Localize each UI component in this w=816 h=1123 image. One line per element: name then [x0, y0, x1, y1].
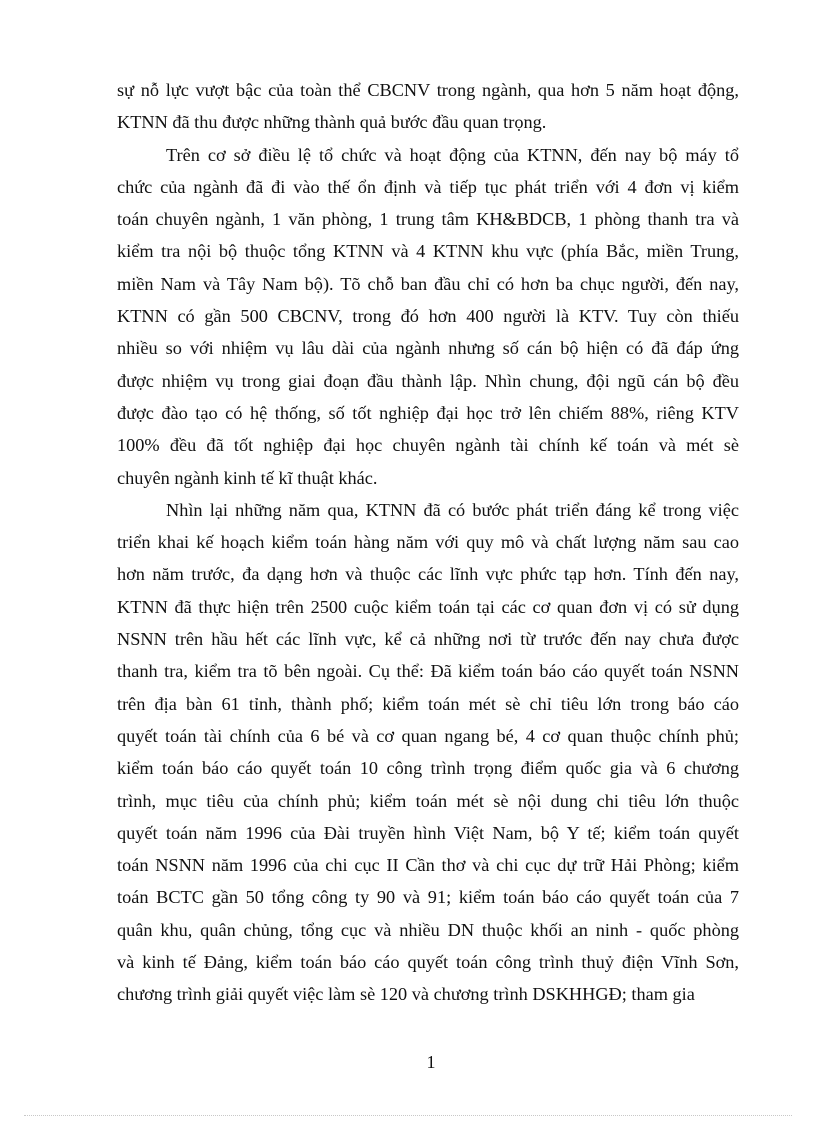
text-line: Trên cơ sở điều lệ tổ chức và hoạt động của KTNN, đến nay bộ máy tổ: [166, 144, 739, 165]
text-line: NSNN trên hầu hết các lĩnh vực, kể cả những nơi từ trước đến nay chưa được: [117, 629, 739, 650]
text-line: quyết toán năm 1996 của Đài truyền hình Việt Nam, bộ Y tế; kiểm toán quyết: [117, 822, 739, 843]
text-line: quyết toán tài chính của 6 bé và cơ quan ngang bé, 4 cơ quan thuộc chính phủ;: [117, 725, 739, 746]
text-line: triển khai kế hoạch kiểm toán hàng năm với quy mô và chất lượng năm sau cao: [117, 532, 739, 553]
text-line: được nhiệm vụ trong giai đoạn đầu thành lập. Nhìn chung, đội ngũ cán bộ đều: [117, 370, 739, 391]
text-line: Nhìn lại những năm qua, KTNN đã có bước phát triển đáng kể trong việc: [166, 499, 739, 520]
text-line: KTNN đã thu được những thành quả bước đầu quan trọng.: [117, 112, 547, 133]
text-line: miền Nam và Tây Nam bộ). Tõ chỗ ban đầu chỉ có hơn ba chục người, đến nay,: [117, 273, 739, 294]
text-line: và kinh tế Đảng, kiểm toán báo cáo quyết toán công trình thuỷ điện Vĩnh Sơn,: [117, 952, 739, 973]
text-line: trên địa bàn 61 tỉnh, thành phố; kiểm toán mét sè chỉ tiêu lớn trong báo cáo: [117, 693, 739, 714]
text-line: nhiều so với nhiệm vụ lâu dài của ngành nhưng số cán bộ hiện có đã đáp ứng: [117, 338, 739, 359]
body-text: [117, 74, 739, 1011]
text-line: 100% đều đã tốt nghiệp đại học chuyên ngành tài chính kế toán và mét sè: [117, 435, 739, 456]
text-line: trình, mục tiêu của chính phủ; kiểm toán mét sè nội dung chi tiêu lớn thuộc: [117, 790, 739, 811]
text-line: thanh tra, kiểm tra tõ bên ngoài. Cụ thể: Đã kiểm toán báo cáo quyết toán NSNN: [117, 661, 739, 682]
page-number: 1: [426, 1052, 436, 1072]
page-footer-divider: [24, 1115, 792, 1116]
text-line: được đào tạo có hệ thống, số tốt nghiệp đại học trở lên chiếm 88%, riêng KTV: [117, 402, 739, 423]
text-line: chuyên ngành kinh tế kĩ thuật khác.: [117, 467, 378, 488]
text-line: chức của ngành đã đi vào thế ổn định và tiếp tục phát triển với 4 đơn vị kiểm: [117, 176, 739, 197]
text-line: chương trình giải quyết việc làm sè 120 và chương trình DSKHHGĐ; tham gia: [117, 984, 695, 1005]
text-line: quân khu, quân chủng, tổng cục và nhiều DN thuộc khối an ninh - quốc phòng: [117, 919, 739, 940]
text-line: KTNN có gần 500 CBCNV, trong đó hơn 400 người là KTV. Tuy còn thiếu: [117, 306, 739, 327]
text-line: toán NSNN năm 1996 của chi cục II Cần thơ và chi cục dự trữ Hải Phòng; kiểm: [117, 855, 739, 876]
text-line: kiểm toán báo cáo quyết toán 10 công trình trọng điểm quốc gia và 6 chương: [117, 758, 739, 779]
text-line: toán BCTC gần 50 tổng công ty 90 và 91; kiểm toán báo cáo quyết toán của 7: [117, 887, 739, 908]
text-line: hơn năm trước, đa dạng hơn và thuộc các lĩnh vực phức tạp hơn. Tính đến nay,: [117, 564, 739, 585]
text-line: sự nỗ lực vượt bậc của toàn thể CBCNV trong ngành, qua hơn 5 năm hoạt động,: [117, 80, 739, 100]
text-line: KTNN đã thực hiện trên 2500 cuộc kiểm toán tại các cơ quan đơn vị có sử dụng: [117, 596, 739, 617]
text-line: toán chuyên ngành, 1 văn phòng, 1 trung tâm KH&BDCB, 1 phòng thanh tra và: [117, 209, 739, 230]
text-line: kiểm tra nội bộ thuộc tổng KTNN và 4 KTNN khu vực (phía Bắc, miền Trung,: [117, 241, 739, 262]
